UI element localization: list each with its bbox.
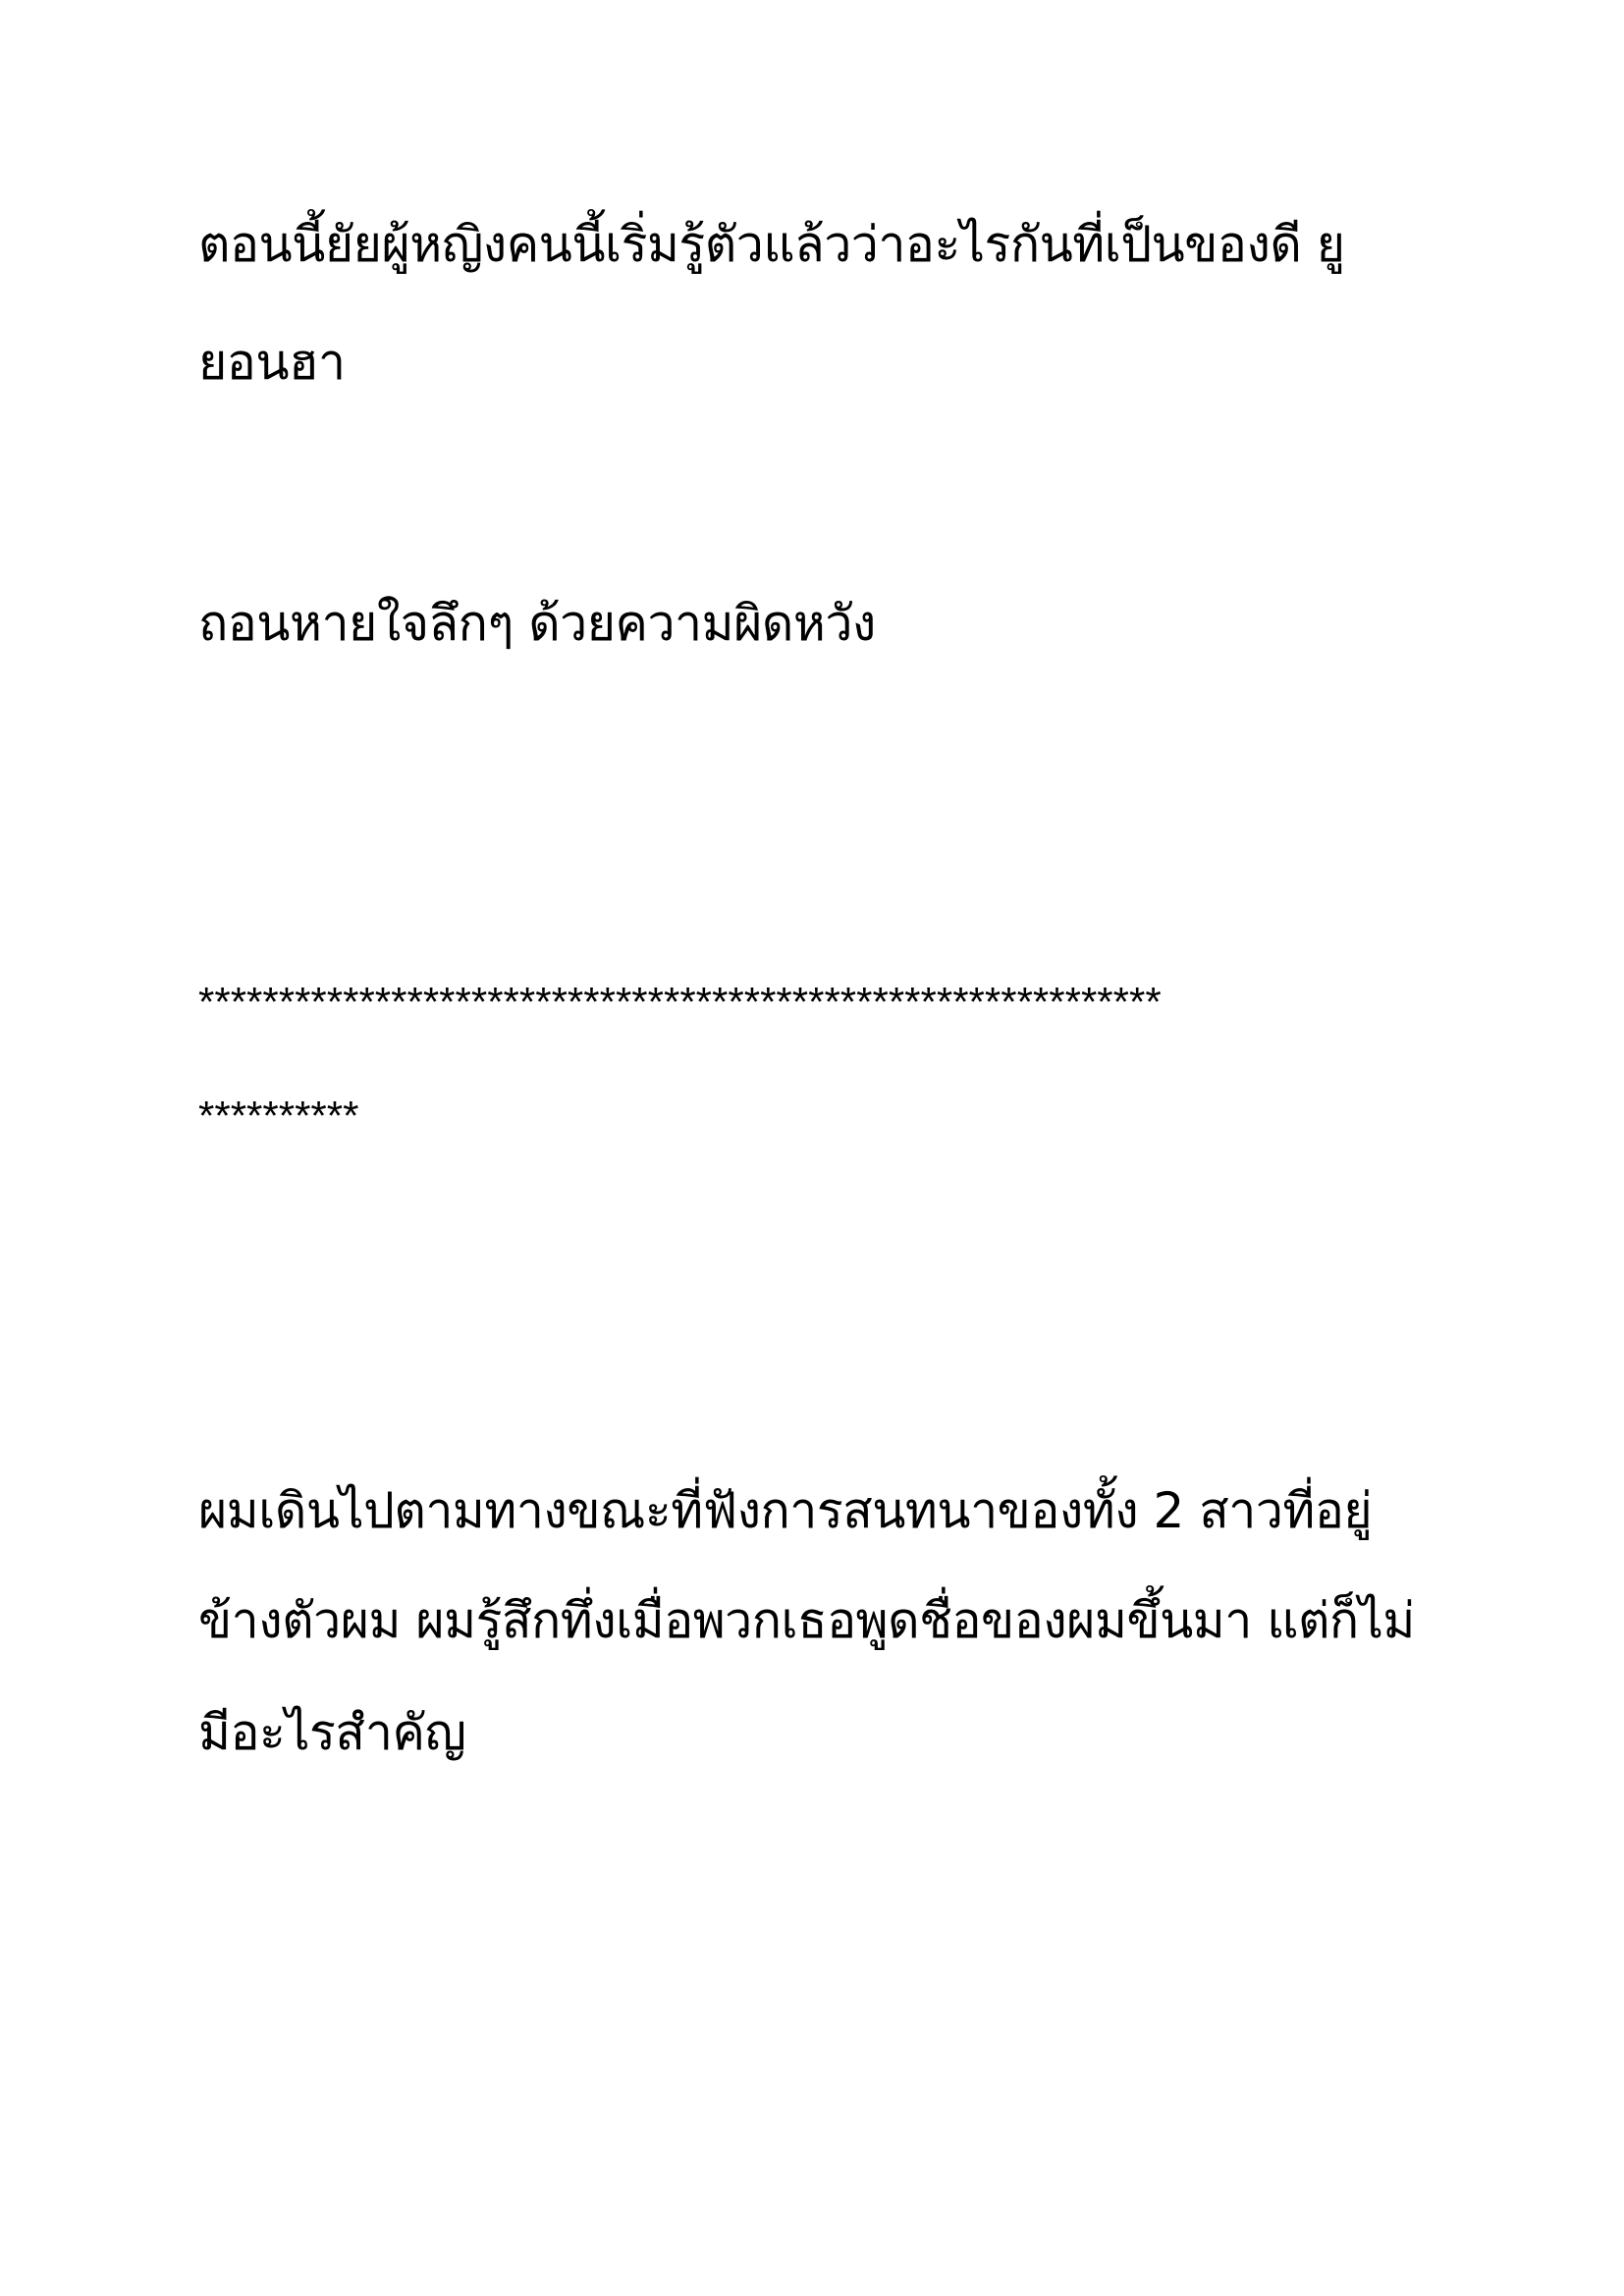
paragraph-3-line-2: ข้างตัวผม ผมรู้สึกทึ่งเมื่อพวกเธอพูดชื่อของผมขึ้นมา แต่ก็ไม่ xyxy=(198,1592,1415,1649)
paragraph-1-line-2: ยอนฮา xyxy=(198,334,346,391)
paragraph-2-line-1: ถอนหายใจลึกๆ ด้วยความผิดหวัง xyxy=(198,595,876,652)
paragraph-3-line-3: มีอะไรสำคัญ xyxy=(198,1704,466,1761)
separator-line-1: ************************************************************ xyxy=(198,979,1162,1025)
paragraph-3-line-1: ผมเดินไปตามทางขณะที่ฟังการสนทนาของทั้ง 2 สาวที่อยู่ xyxy=(198,1482,1373,1539)
separator-line-2: ********** xyxy=(198,1093,359,1139)
paragraph-1-line-1: ตอนนี้ยัยผู้หญิงคนนี้เริ่มรู้ตัวแล้วว่าอะไรกันที่เป็นของดี ยู xyxy=(198,216,1345,273)
